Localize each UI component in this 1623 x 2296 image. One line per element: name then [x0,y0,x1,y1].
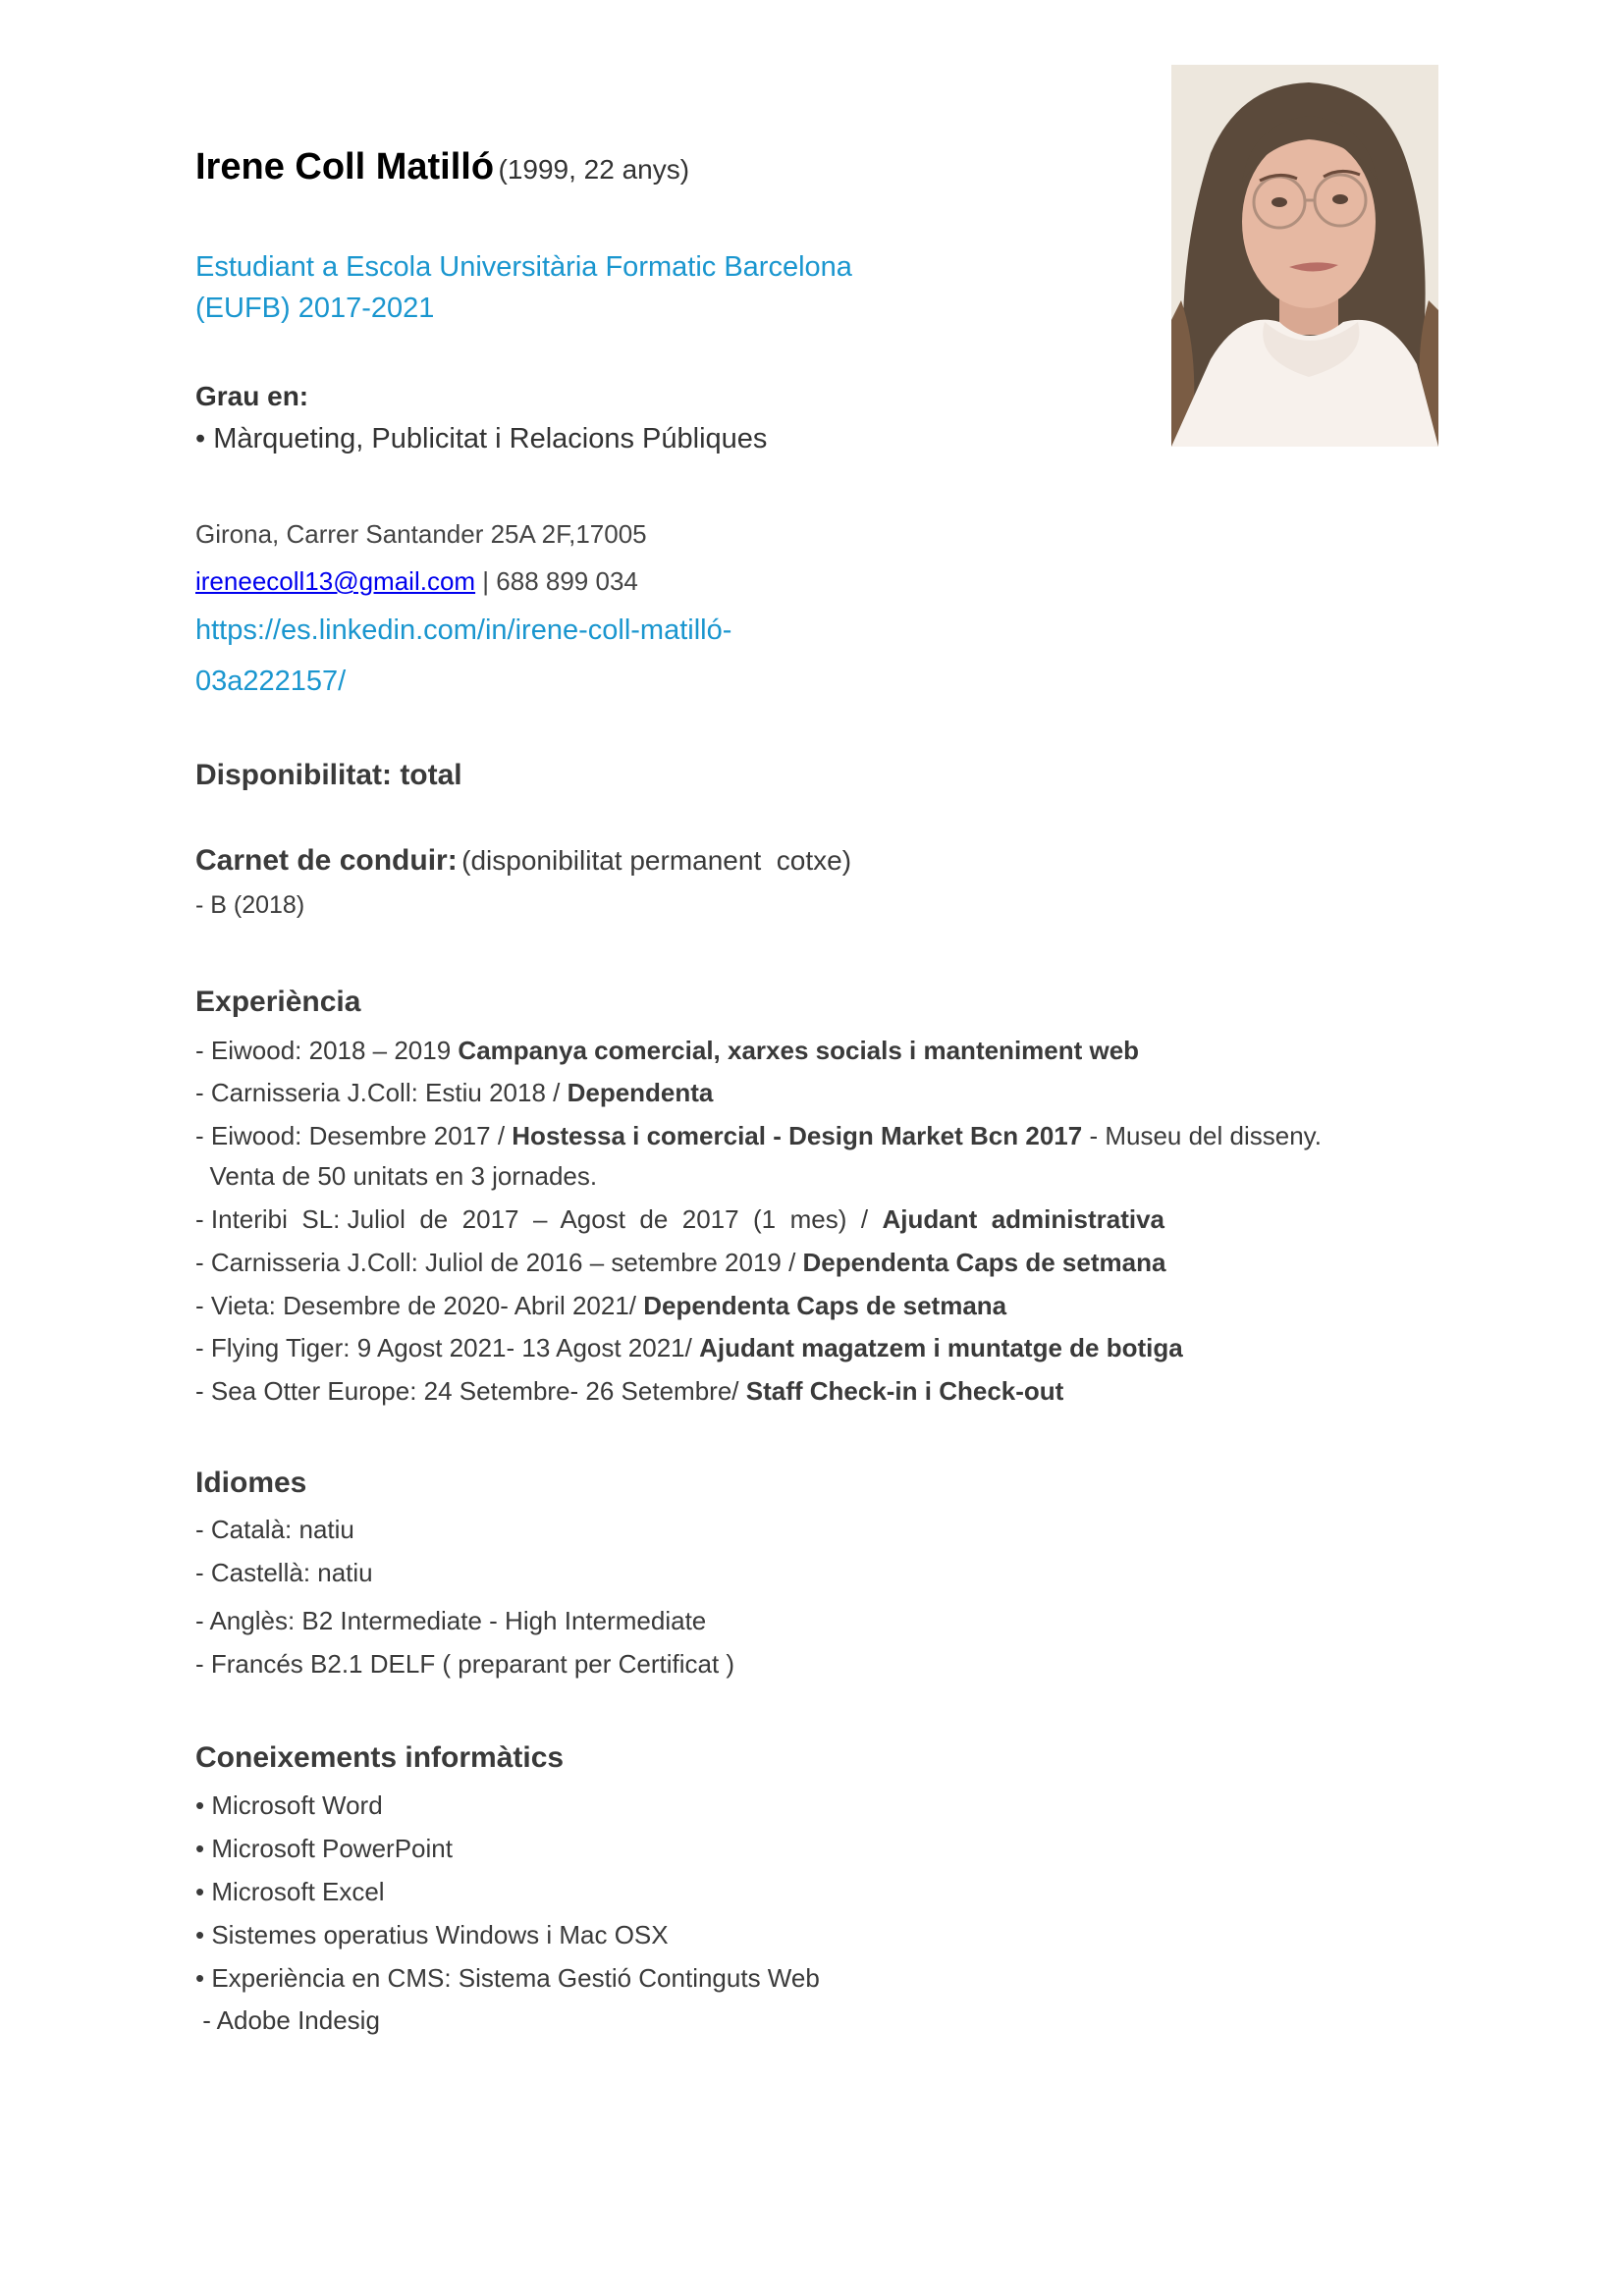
experience-item [195,1038,1139,1063]
degree-item [195,425,767,454]
experience-item-role: Dependenta Caps de setmana [643,1291,1007,1320]
experience-item-role: Campanya comercial, xarxes socials i manteniment web [458,1036,1140,1065]
experience-item-text: - Eiwood: 2018 – 2019 [195,1036,459,1065]
experience-item-text: - Sea Otter Europe: 24 Setembre- 26 Setembre/ [195,1376,746,1406]
experience-item [195,1206,1164,1232]
experience-item-text: - Flying Tiger: 9 Agost 2021- 13 Agost 2021/ [195,1333,700,1362]
language-item: - Català: natiu [195,1515,354,1544]
license-label: Carnet de conduir: [195,844,458,877]
computer-skill-item: • Sistemes operatius Windows i Mac OSX [195,1920,669,1949]
degree-value: Màrqueting, Publicitat i Relacions Públiques [213,423,768,454]
computer-skill-item: • Experiència en CMS: Sistema Gestió Continguts Web [195,1963,820,1993]
language-item: - Castellà: natiu [195,1558,373,1587]
candidate-heading [195,148,689,186]
address: Girona, Carrer Santander 25A 2F,17005 [195,519,647,549]
experience-item [195,1293,1006,1318]
email-link[interactable]: ireneecoll13@gmail.com [195,566,476,596]
language-item: - Francés B2.1 DELF ( preparant per Certificat ) [195,1649,735,1679]
availability: Disponibilitat: total [195,759,462,791]
computer-skill-item: • Microsoft Word [195,1790,383,1820]
experience-item-role: Ajudant administrativa [882,1204,1164,1234]
experience-item [195,1250,1165,1275]
experience-item-text: Venta de 50 unitats en 3 jornades. [195,1161,598,1191]
license-heading [195,846,851,876]
candidate-name: Irene Coll Matilló [195,146,495,187]
profile-photo-illustration [1171,65,1438,447]
email-phone-line [195,568,638,594]
experience-item-role: Dependenta [567,1078,714,1107]
experience-item-text: - Carnisseria J.Coll: Juliol de 2016 – setembre 2019 / [195,1248,803,1277]
experience-item [195,1123,1322,1148]
languages-title: Idiomes [195,1467,307,1499]
license-note: (disponibilitat permanent cotxe) [461,845,852,876]
experience-item-text: - Vieta: Desembre de 2020- Abril 2021/ [195,1291,644,1320]
experience-item-text: - Carnisseria J.Coll: Estiu 2018 / [195,1078,568,1107]
experience-item [195,1080,713,1105]
computer-skill-item: • Microsoft Excel [195,1877,385,1906]
computer-skills-title: Coneixements informàtics [195,1741,565,1774]
school-line-2: (EUFB) 2017-2021 [195,293,435,324]
experience-item [195,1378,1063,1404]
experience-item-role: Staff Check-in i Check-out [745,1376,1064,1406]
profile-photo [1171,65,1438,447]
experience-item [195,1163,597,1189]
birth-year-age: (1999, 22 anys) [498,154,690,185]
computer-skill-item: - Adobe Indesig [195,2005,380,2035]
experience-item [195,1335,1183,1361]
experience-item-note: - Museu del disseny. [1082,1121,1322,1150]
experience-item-text: - Interibi SL: Juliol de 2017 – Agost de 2017 (1 mes) / [195,1204,883,1234]
experience-item-role: Hostessa i comercial - Design Market Bcn 2017 [512,1121,1083,1150]
computer-skill-item: • Microsoft PowerPoint [195,1834,453,1863]
experience-item-role: Ajudant magatzem i muntatge de botiga [699,1333,1183,1362]
linkedin-link-line-1[interactable]: https://es.linkedin.com/in/irene-coll-matilló- [195,614,732,646]
language-item: - Anglès: B2 Intermediate - High Intermediate [195,1606,707,1635]
bullet-icon: • [195,423,206,454]
linkedin-link-line-2[interactable]: 03a222157/ [195,666,347,697]
phone: | 688 899 034 [475,566,638,596]
experience-item-role: Dependenta Caps de setmana [802,1248,1166,1277]
license-value: - B (2018) [195,891,305,919]
school-line-1: Estudiant a Escola Universitària Formatic Barcelona [195,251,852,283]
degree-label: Grau en: [195,381,309,411]
experience-title: Experiència [195,986,361,1018]
experience-item-text: - Eiwood: Desembre 2017 / [195,1121,513,1150]
